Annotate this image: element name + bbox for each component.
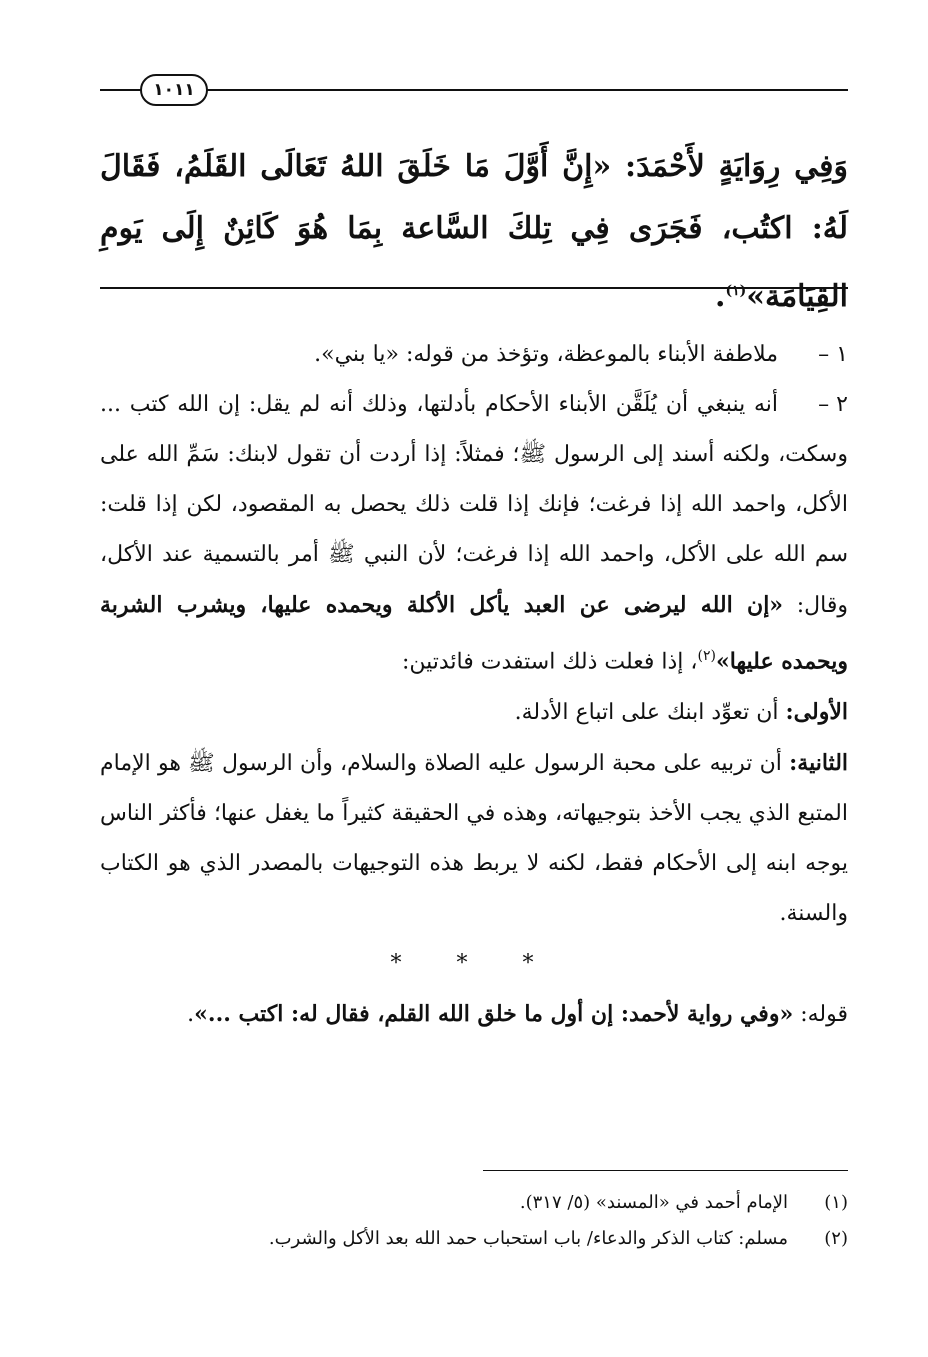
footnote-2 <box>100 1221 848 1257</box>
quote-end: . <box>187 1002 195 1028</box>
first-benefit <box>100 687 848 738</box>
footnote-2-text: مسلم: كتاب الذكر والدعاء/ باب استحباب حمد الله بعد الأكل والشرب. <box>268 1228 788 1249</box>
second-benefit <box>100 738 848 939</box>
page-number: ١٠١١ <box>140 74 208 106</box>
point-2-text-b: ، إذا فعلت ذلك استفدت فائدتين: <box>401 649 698 675</box>
footnote-1-number: (١) <box>824 1192 848 1213</box>
hadith-line-1: وَفِي رِوَايَةٍ لأَحْمَدَ: «إِنَّ أَوَّلَ مَا خَلَقَ اللهُ تَعَالَى القَلَمُ، فَقَالَ لَهُ: <box>100 149 848 246</box>
footnote-ref-1[interactable]: (١) <box>725 283 747 299</box>
point-1-number: ١ – <box>818 342 848 367</box>
hadith-end: . <box>715 279 726 314</box>
header-rule <box>100 89 848 91</box>
point-2-number: ٢ – <box>818 392 848 417</box>
footnote-1 <box>100 1185 848 1221</box>
point-2 <box>100 380 848 687</box>
first-benefit-text: أن تعوِّد ابنك على اتباع الأدلة. <box>514 700 779 726</box>
quote-text: «وفي رواية لأحمد: إن أول ما خلق الله القلم، فقال له: اكتب ...» <box>194 1001 794 1028</box>
point-1-text: ملاطفة الأبناء بالموعظة، وتؤخذ من قوله: «يا بني». <box>314 342 778 367</box>
point-2-text-a: أنه ينبغي أن يُلَقَّن الأبناء الأحكام بأدلتها، وذلك أنه لم يقل: إن الله كتب ... وسكت، ولكنه أسند إلى الرسول ﷺ؛ فمثلاً: إذا أردت أن تقول لابنك: سَمِّ الله على الأكل، واحمد الله إذا فرغت؛ فإنك إذا قلت ذلك يحصل به المقصود، لكن إذا قلت: سم الله على الأكل، واحمد الله إذا فرغت؛ لأن النبي ﷺ أمر بالتسمية عند الأكل، وقال: <box>100 392 848 618</box>
quote-intro: قوله: <box>800 1002 848 1028</box>
hadith-line-2: اكتُب، فَجَرَى فِي تِلكَ السَّاعة بِمَا هُوَ كَائِنٌ إِلَى يَومِ القِيَامَة» <box>100 211 848 314</box>
point-1 <box>100 330 848 380</box>
footnotes <box>100 1185 848 1257</box>
footnote-1-text: الإمام أحمد في «المسند» (٥/ ٣١٧). <box>519 1192 788 1213</box>
hadith-rule <box>100 287 848 289</box>
footnote-rule <box>483 1170 848 1171</box>
body-text <box>100 330 848 1040</box>
second-benefit-text: أن تربيه على محبة الرسول عليه الصلاة والسلام، وأن الرسول ﷺ هو الإمام المتبع الذي يجب الأخذ بتوجيهاته، وهذه في الحقيقة كثيراً ما يغفل عنها؛ فأكثر الناس يوجه ابنه إلى الأحكام فقط، لكنه لا يربط هذه التوجيهات بالمصدر الذي هو الكتاب والسنة. <box>100 751 848 927</box>
section-separator-stars: * * * <box>390 951 558 977</box>
second-benefit-label: الثانية: <box>789 750 849 777</box>
footnote-2-number: (٢) <box>824 1228 848 1249</box>
hadith-text <box>100 136 848 328</box>
commentary-quote <box>100 989 848 1040</box>
footnote-ref-2[interactable]: (٢) <box>697 648 716 664</box>
first-benefit-label: الأولى: <box>785 699 848 726</box>
point-2-quote: «إن الله ليرضى عن العبد يأكل الأكلة ويحمده عليها، ويشرب الشربة ويحمده عليها» <box>100 592 848 675</box>
